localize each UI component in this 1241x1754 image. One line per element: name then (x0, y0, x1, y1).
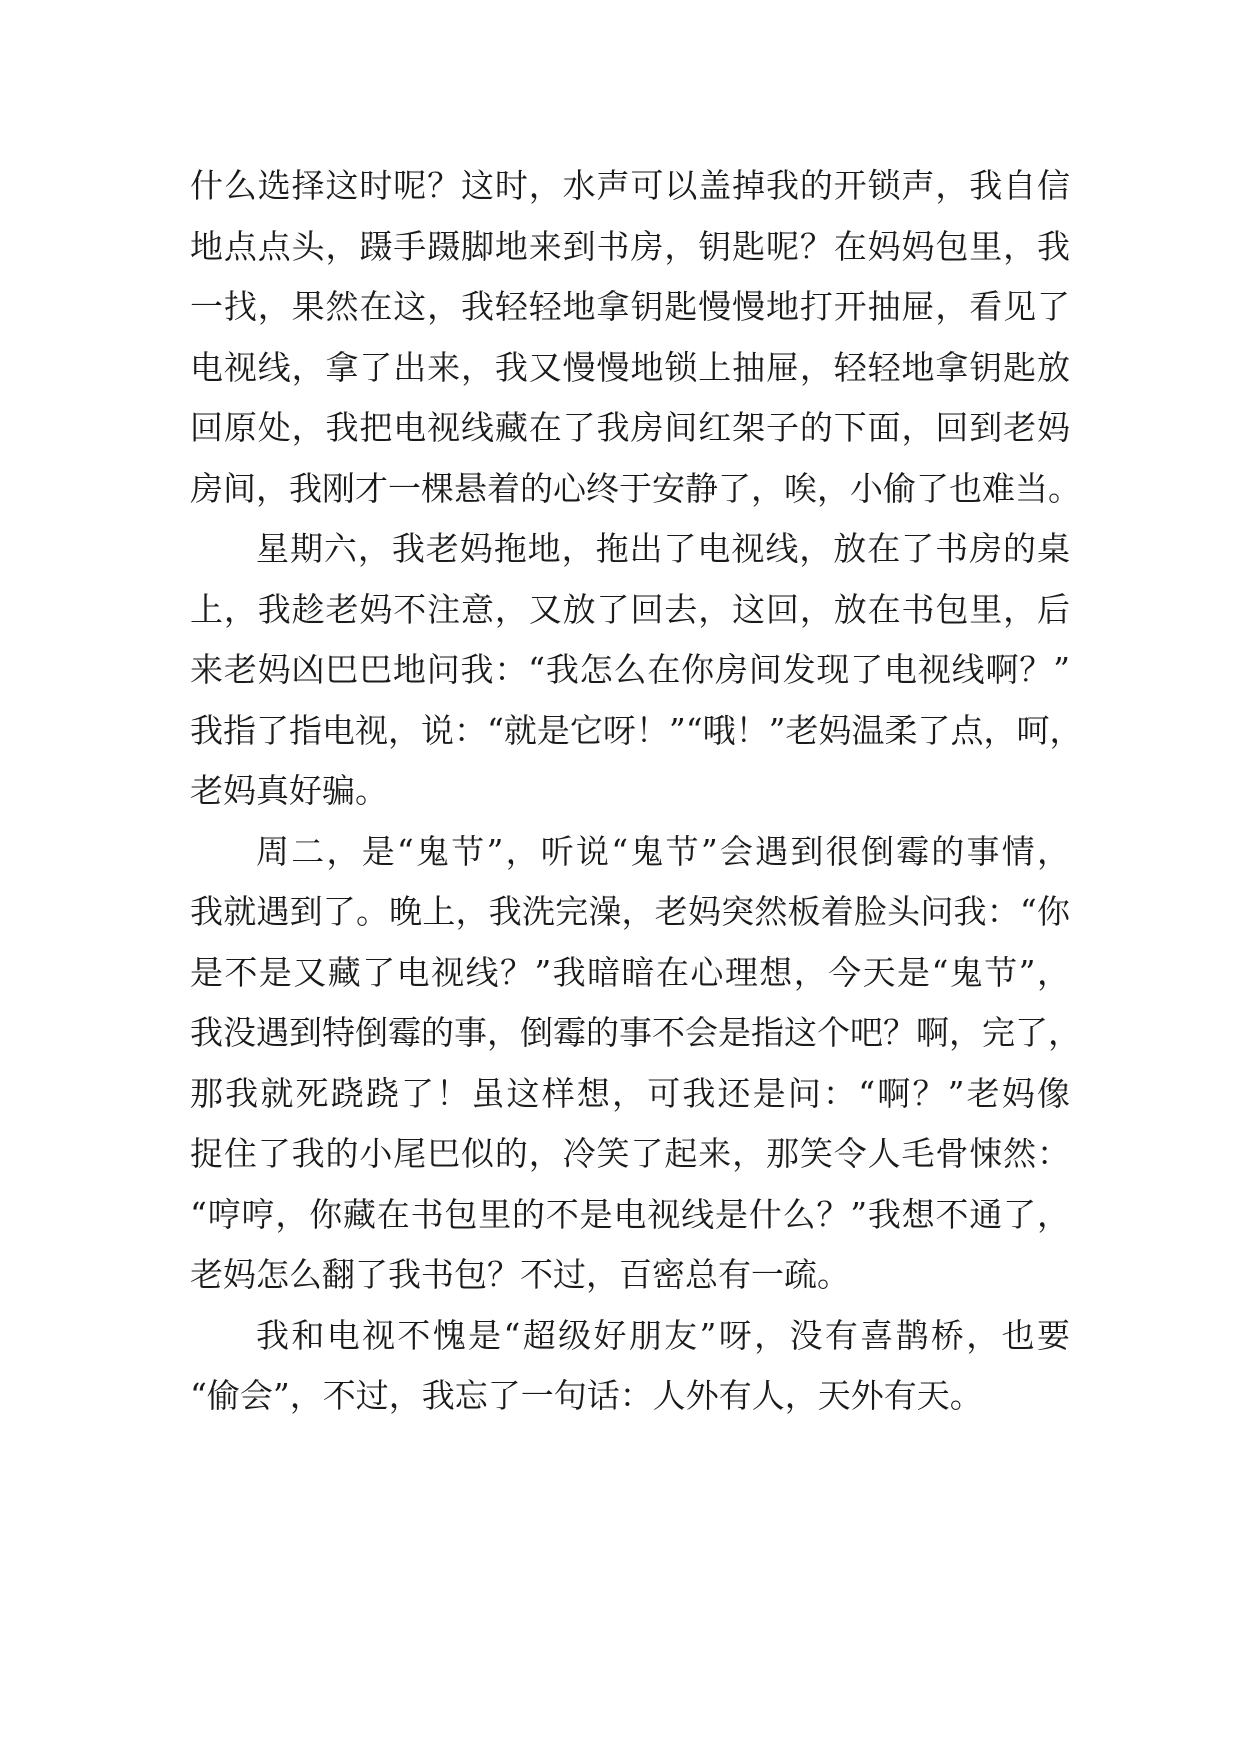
text-line: 那我就死跷跷了！虽这样想，可我还是问：“啊？”老妈像 (190, 1073, 1070, 1113)
text-line: 我就遇到了。晚上，我洗完澡，老妈突然板着脸头问我：“你 (190, 892, 1070, 931)
text-line: 我和电视不愧是“超级好朋友”呀，没有喜鹊桥，也要 (256, 1315, 1070, 1355)
text-line: 电视线，拿了出来，我又慢慢地锁上抽屉，轻轻地拿钥匙放 (190, 347, 1070, 387)
text-line: 捉住了我的小尾巴似的，冷笑了起来，那笑令人毛骨悚然： (190, 1134, 1070, 1173)
text-line: 周二，是“鬼节”，听说“鬼节”会遇到很倒霉的事情， (256, 831, 1070, 871)
text-line: “偷会”，不过，我忘了一句话：人外有人，天外有天。 (190, 1376, 983, 1415)
paragraph (190, 1306, 1070, 1427)
body-text (190, 156, 1083, 1427)
text-line: 上，我趁老妈不注意，又放了回去，这回，放在书包里，后 (190, 589, 1070, 629)
text-line: 老妈怎么翻了我书包？不过，百密总有一疏。 (190, 1255, 850, 1294)
text-line: 回原处，我把电视线藏在了我房间红架子的下面，回到老妈 (190, 408, 1070, 447)
text-line: 地点点头，蹑手蹑脚地来到书房，钥匙呢？在妈妈包里，我 (190, 226, 1070, 266)
paragraph (190, 156, 1081, 519)
text-line: 什么选择这时呢？这时，水声可以盖掉我的开锁声，我自信 (190, 166, 1070, 205)
text-line: 我指了指电视，说：“就是它呀！”“哦！”老妈温柔了点，呵， (190, 710, 1083, 750)
text-line: 星期六，我老妈拖地，拖出了电视线，放在了书房的桌 (256, 529, 1070, 568)
text-line: 一找，果然在这，我轻轻地拿钥匙慢慢地打开抽屉，看见了 (190, 287, 1070, 326)
text-line: 老妈真好骗。 (190, 771, 388, 810)
text-line: “哼哼，你藏在书包里的不是电视线是什么？”我想不通了， (190, 1194, 1070, 1234)
text-line: 是不是又藏了电视线？”我暗暗在心理想，今天是“鬼节”， (190, 952, 1070, 992)
paragraph (190, 519, 1083, 822)
text-line: 来老妈凶巴巴地问我：“我怎么在你房间发现了电视线啊？” (190, 650, 1070, 689)
paragraph (190, 822, 1081, 1306)
text-line: 我没遇到特倒霉的事，倒霉的事不会是指这个吧？啊，完了， (190, 1013, 1081, 1052)
text-line: 房间，我刚才一棵悬着的心终于安静了，唉，小偷了也难当。 (190, 468, 1081, 508)
